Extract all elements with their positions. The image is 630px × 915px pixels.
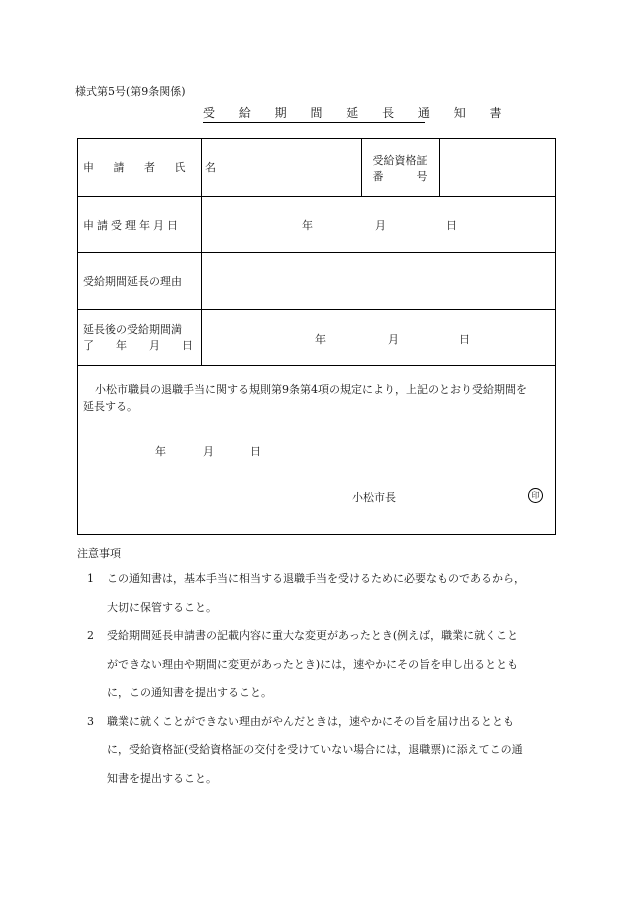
note-text: に，この通知書を提出すること。 [107, 686, 272, 699]
row-divider [78, 309, 555, 310]
note-item-2 [87, 627, 518, 643]
cert-number-label-line2: 番 号 [372, 170, 428, 183]
seal-mark-icon: 印 [528, 488, 543, 503]
received-year-marker: 年 [302, 219, 313, 232]
cert-number-label-line1: 受給資格証 [372, 154, 428, 167]
received-day-marker: 日 [446, 219, 457, 232]
note-item-2-cont [87, 684, 272, 700]
note-number: 3 [87, 715, 94, 728]
statement-line-2: 延長する。 [83, 400, 138, 413]
end-day-marker: 日 [459, 333, 470, 346]
issue-day-marker: 日 [250, 445, 261, 458]
form-number-label: 様式第5号(第9条関係) [75, 85, 186, 98]
note-text: 受給期間延長申請書の記載内容に重大な変更があったとき(例えば，職業に就くこと [107, 629, 519, 642]
extension-reason-label: 受給期間延長の理由 [83, 275, 182, 288]
note-text: に，受給資格証(受給資格証の交付を受けていない場合には，退職票)に添えてこの通 [107, 743, 523, 756]
end-year-marker: 年 [315, 333, 326, 346]
note-text: 知書を提出すること。 [107, 772, 217, 785]
row-divider [78, 365, 555, 366]
note-text: 大切に保管すること。 [107, 601, 217, 614]
note-number: 1 [87, 572, 94, 585]
cert-value-divider [439, 139, 440, 196]
notes-heading: 注意事項 [77, 547, 121, 560]
received-date-label: 申請受理年月日 [83, 219, 181, 232]
applicant-name-label: 申 請 者 氏 名 [83, 161, 224, 174]
notice-form-table [77, 138, 556, 535]
statement-line-1: 小松市職員の退職手当に関する規則第9条第4項の規定により，上記のとおり受給期間を [95, 383, 527, 396]
note-item-1 [87, 570, 525, 586]
note-item-2-cont [87, 656, 518, 672]
note-item-3-cont [87, 741, 523, 757]
extended-end-label-line2: 了 年 月 日 [83, 339, 193, 352]
issue-month-marker: 月 [203, 445, 214, 458]
note-text: この通知書は，基本手当に相当する退職手当を受けるために必要なものであるから， [107, 572, 525, 585]
received-month-marker: 月 [375, 219, 386, 232]
note-text: 職業に就くことができない理由がやんだときは，速やかにその旨を届け出るととも [107, 715, 514, 728]
note-item-1-cont [87, 599, 217, 615]
note-number: 2 [87, 629, 94, 642]
end-month-marker: 月 [388, 333, 399, 346]
document-title: 受 給 期 間 延 長 通 知 書 [203, 104, 425, 123]
note-item-3 [87, 713, 514, 729]
issuer-name: 小松市長 [352, 491, 396, 504]
row-divider [78, 252, 555, 253]
row-divider [78, 196, 555, 197]
note-text: ができない理由や期間に変更があったとき)には，速やかにその旨を申し出るととも [107, 658, 519, 671]
note-item-3-cont [87, 770, 217, 786]
issue-year-marker: 年 [155, 445, 166, 458]
extended-end-label-line1: 延長後の受給期間満 [83, 323, 182, 336]
